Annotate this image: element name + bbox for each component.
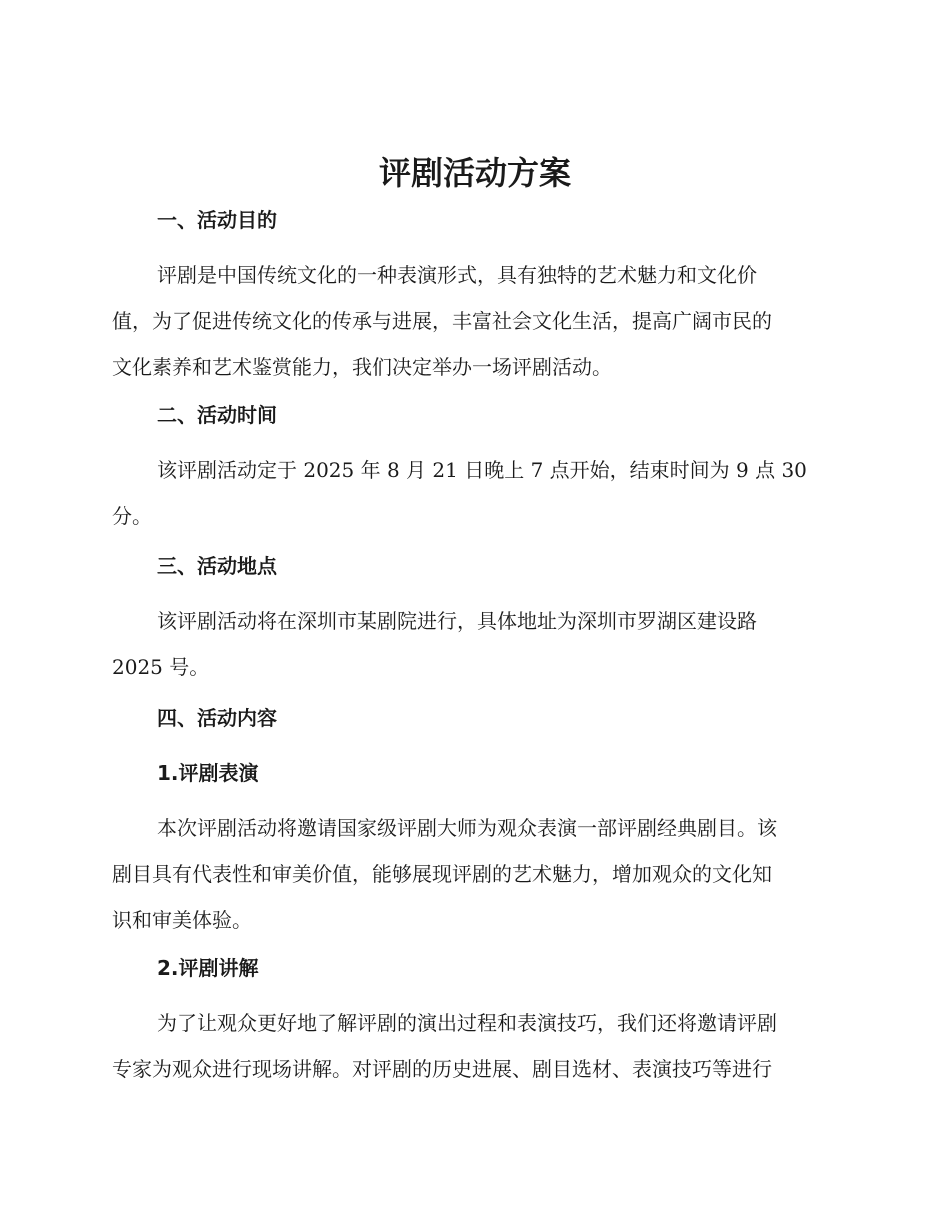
subsection-heading-performance: 1.评剧表演 xyxy=(157,761,259,785)
section-paragraph-purpose xyxy=(112,252,830,390)
paragraph-line: 该评剧活动定于 2025 年 8 月 21 日晚上 7 点开始，结束时间为 9 点 30 xyxy=(157,458,807,482)
paragraph-line: 本次评剧活动将邀请国家级评剧大师为观众表演一部评剧经典剧目。该 xyxy=(157,816,777,840)
subsection-paragraph-explanation xyxy=(112,1000,830,1092)
subsection-heading-explanation: 2.评剧讲解 xyxy=(157,956,259,980)
section-paragraph-time xyxy=(112,447,830,539)
paragraph-line: 2025 号。 xyxy=(112,655,210,679)
paragraph-line: 评剧是中国传统文化的一种表演形式，具有独特的艺术魅力和文化价 xyxy=(157,263,757,287)
section-paragraph-location xyxy=(112,598,830,690)
section-heading-content: 四、活动内容 xyxy=(157,706,277,730)
section-heading-time: 二、活动时间 xyxy=(157,403,277,427)
section-heading-location: 三、活动地点 xyxy=(157,554,277,578)
section-heading-purpose: 一、活动目的 xyxy=(157,208,277,232)
subsection-paragraph-performance xyxy=(112,805,830,943)
paragraph-line: 为了让观众更好地了解评剧的演出过程和表演技巧，我们还将邀请评剧 xyxy=(157,1011,777,1035)
paragraph-line: 分。 xyxy=(112,504,152,528)
document-title: 评剧活动方案 xyxy=(378,154,571,192)
paragraph-line: 文化素养和艺术鉴赏能力，我们决定举办一场评剧活动。 xyxy=(112,355,612,379)
paragraph-line: 专家为观众进行现场讲解。对评剧的历史进展、剧目选材、表演技巧等进行 xyxy=(112,1057,772,1081)
paragraph-line: 该评剧活动将在深圳市某剧院进行，具体地址为深圳市罗湖区建设路 xyxy=(157,609,757,633)
paragraph-line: 识和审美体验。 xyxy=(112,908,252,932)
paragraph-line: 剧目具有代表性和审美价值，能够展现评剧的艺术魅力，增加观众的文化知 xyxy=(112,862,772,886)
paragraph-line: 值，为了促进传统文化的传承与进展，丰富社会文化生活，提高广阔市民的 xyxy=(112,309,772,333)
